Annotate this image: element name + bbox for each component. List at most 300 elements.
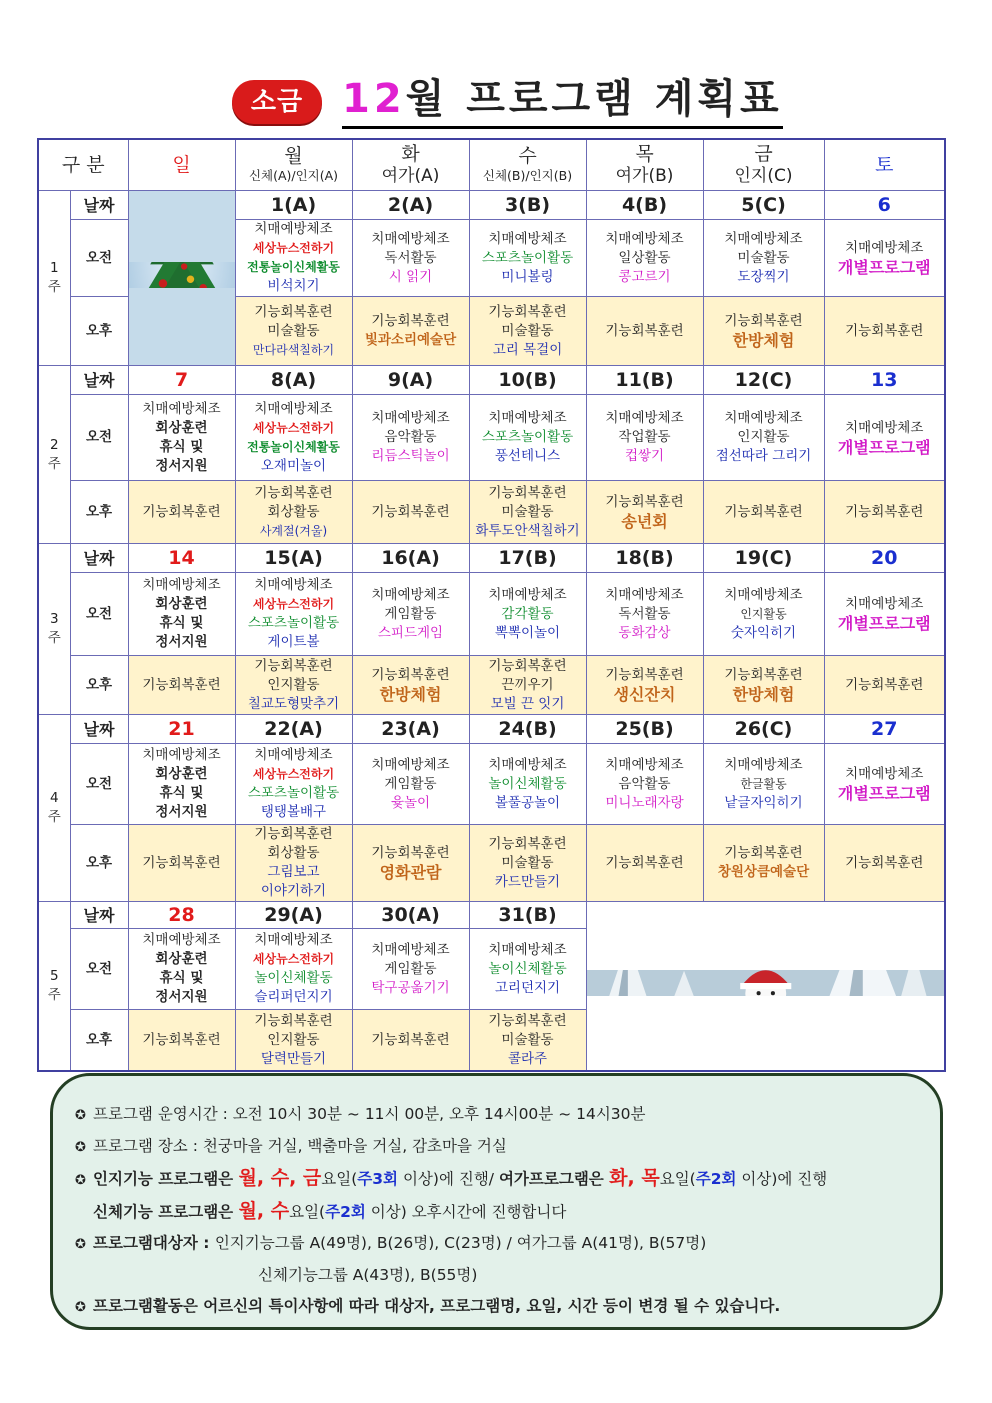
am-cell [703, 220, 824, 297]
activity-line: 전통놀이신체활동 [247, 260, 340, 274]
activity-line: 오재미놀이 [260, 457, 327, 474]
activity-line: 치매예방체조 [488, 586, 567, 603]
activity-line: 전통놀이신체활동 [247, 439, 340, 454]
activity-line: 만다라색칠하기 [252, 342, 335, 357]
am-cell [703, 573, 824, 656]
activity-line: 세상뉴스전하기 [252, 241, 335, 255]
date-cell [586, 191, 703, 220]
activity-line: 미술활동 [501, 854, 554, 871]
activity-line: 생신잔치 [613, 685, 676, 704]
activity-line: 시 읽기 [388, 268, 433, 285]
date-cell [128, 544, 235, 573]
activity-line: 치매예방체조 [488, 941, 567, 958]
am-cell [235, 395, 352, 481]
date-label: 날짜 [70, 902, 128, 929]
date-cell [586, 366, 703, 395]
activity-line: 리듬스틱놀이 [371, 448, 450, 464]
week-label [38, 902, 70, 1072]
date-value: 24(B) [498, 717, 557, 740]
activity-line: 개별프로그램 [837, 784, 931, 803]
am-cell [469, 744, 586, 825]
activity-line: 영화관람 [379, 863, 442, 882]
activity-line: 치매예방체조 [371, 230, 450, 247]
date-row [38, 366, 945, 395]
activity-line: 게임활동 [384, 960, 437, 977]
date-cell [469, 191, 586, 220]
am-label: 오전 [70, 744, 128, 825]
pm-cell [235, 1010, 352, 1072]
date-value: 20 [871, 546, 898, 569]
activity-line: 기능회복훈련 [371, 313, 450, 329]
date-value: 9(A) [387, 368, 434, 391]
activity-line: 기능회복훈련 [488, 657, 567, 674]
am-cell [586, 744, 703, 825]
note-line-targets2 [75, 1260, 918, 1291]
pm-cell [352, 297, 469, 366]
activity-line: 스포츠놀이활동 [481, 429, 574, 445]
mon-sub: 신체(A)/인지(A) [248, 168, 339, 183]
am-cell [469, 929, 586, 1010]
pm-cell [469, 1010, 586, 1072]
note-freq: 주2회 [325, 1203, 366, 1221]
am-row [38, 573, 945, 656]
activity-line: 기능회복훈련 [605, 854, 684, 871]
week-ju: 주 [47, 279, 61, 295]
date-value: 26(C) [734, 717, 793, 740]
activity-line: 그림보고 [267, 864, 320, 880]
pm-cell [824, 825, 945, 902]
pm-cell [824, 297, 945, 366]
date-cell [586, 544, 703, 573]
date-value: 4(B) [621, 193, 668, 216]
am-cell [235, 220, 352, 297]
activity-line: 기능회복훈련 [845, 503, 924, 520]
activity-line: 미니볼링 [501, 268, 554, 285]
week-number: 5 [49, 968, 59, 984]
note-text: 이상)에 진행 [736, 1170, 828, 1188]
date-value: 25(B) [615, 717, 674, 740]
tue-header [352, 139, 469, 191]
page-title [342, 74, 783, 129]
weeks-body [38, 191, 945, 1072]
pm-cell [824, 481, 945, 544]
note-line-place [75, 1131, 918, 1163]
activity-line: 사계절(겨울) [259, 523, 328, 538]
activity-line: 게임활동 [384, 605, 437, 622]
christmas-tree-image [128, 191, 235, 366]
activity-line: 도장찍기 [737, 268, 790, 285]
activity-line: 치매예방체조 [142, 577, 221, 593]
activity-line: 기능회복훈련 [845, 322, 924, 339]
note-text: 신체기능그룹 A(43명), B(55명) [258, 1266, 478, 1284]
activity-line: 기능회복훈련 [724, 845, 803, 861]
activity-line: 치매예방체조 [254, 577, 333, 593]
date-value: 17(B) [498, 546, 557, 569]
activity-line: 기능회복훈련 [142, 676, 221, 693]
activity-line: 윷놀이 [390, 794, 431, 811]
activity-line: 음악활동 [384, 429, 437, 445]
date-value: 29(A) [264, 903, 323, 926]
sun-label: 일 [172, 154, 191, 176]
activity-line: 미술활동 [267, 322, 320, 339]
activity-line: 놀이신체활동 [488, 960, 567, 977]
note-text: 프로그램활동은 어르신의 특이사항에 따라 대상자, 프로그램명, 요일, 시간 등이 변경 될 수 있습니다. [93, 1297, 781, 1315]
note-text: 이상)에 진행/ [398, 1170, 499, 1188]
date-cell [235, 544, 352, 573]
activity-line: 칠교도형맞추기 [247, 695, 340, 712]
note-days: 월, 수 [238, 1200, 290, 1222]
date-row [38, 544, 945, 573]
week-ju: 주 [47, 630, 61, 646]
date-cell [469, 715, 586, 744]
pm-cell [128, 481, 235, 544]
activity-line: 휴식 및 [159, 970, 204, 986]
activity-line: 기능회복훈련 [488, 835, 567, 852]
am-cell [703, 395, 824, 481]
activity-line: 치매예방체조 [605, 230, 684, 247]
activity-line: 탁구공옮기기 [371, 979, 450, 996]
week-number: 2 [49, 436, 59, 453]
week-label [38, 366, 70, 544]
am-row [38, 395, 945, 481]
wed-sub: 신체(B)/인지(B) [482, 168, 573, 183]
date-cell [469, 366, 586, 395]
week-label [38, 715, 70, 902]
date-cell [824, 191, 945, 220]
activity-line: 게임활동 [384, 775, 437, 792]
date-cell [235, 366, 352, 395]
activity-line: 치매예방체조 [371, 410, 450, 426]
activity-line: 미술활동 [501, 503, 554, 520]
fri-label: 금 [754, 143, 773, 165]
date-cell [703, 715, 824, 744]
date-value: 19(C) [734, 546, 793, 569]
activity-line: 개별프로그램 [837, 437, 931, 457]
activity-line: 치매예방체조 [142, 932, 221, 948]
am-cell [703, 744, 824, 825]
activity-line: 카드만들기 [494, 873, 561, 890]
am-cell [352, 573, 469, 656]
activity-line: 기능회복훈련 [142, 854, 221, 871]
am-label: 오전 [70, 220, 128, 297]
date-label: 날짜 [70, 191, 128, 220]
week-number: 1 [49, 260, 59, 276]
am-cell [469, 395, 586, 481]
pm-cell [703, 297, 824, 366]
activity-line: 기능회복훈련 [605, 322, 684, 339]
date-label: 날짜 [70, 544, 128, 573]
week-number: 4 [49, 790, 59, 806]
week-ju: 주 [47, 455, 61, 472]
activity-line: 인지활동 [740, 606, 787, 621]
activity-line: 기능회복훈련 [724, 313, 803, 329]
activity-line: 회상훈련 [155, 596, 208, 612]
pm-cell [586, 825, 703, 902]
pm-cell [703, 656, 824, 715]
activity-line: 치매예방체조 [724, 586, 803, 603]
activity-line: 휴식 및 [159, 615, 204, 631]
activity-line: 정서지원 [155, 804, 208, 820]
date-cell [352, 715, 469, 744]
activity-line: 회상훈련 [155, 419, 208, 436]
header-row [38, 139, 945, 191]
pm-cell [469, 297, 586, 366]
note-days: 화, 목 [609, 1167, 660, 1189]
date-cell [703, 191, 824, 220]
snowman-image [586, 902, 945, 1072]
tue-sub: 여가(A) [381, 166, 440, 186]
activity-line: 치매예방체조 [605, 756, 684, 773]
am-cell [469, 573, 586, 656]
activity-line: 회상훈련 [155, 766, 208, 782]
am-cell [235, 744, 352, 825]
bullet-icon: ✪ [75, 1140, 86, 1155]
activity-line: 모빌 끈 잇기 [490, 695, 565, 712]
date-cell [352, 544, 469, 573]
activity-line: 치매예방체조 [724, 230, 803, 247]
bullet-icon: ✪ [75, 1237, 86, 1252]
pm-label: 오후 [70, 656, 128, 715]
activity-line: 빛과소리예술단 [364, 332, 457, 348]
note-freq: 주3회 [357, 1170, 399, 1188]
activity-line: 치매예방체조 [371, 586, 450, 603]
activity-line: 게이트볼 [267, 634, 320, 650]
date-cell [235, 191, 352, 220]
activity-line: 기능회복훈련 [254, 657, 333, 674]
am-cell [586, 573, 703, 656]
date-row [38, 191, 945, 220]
activity-line: 숫자익히기 [730, 624, 797, 641]
pm-cell [352, 1010, 469, 1072]
activity-line: 독서활동 [384, 249, 437, 266]
date-cell [235, 715, 352, 744]
activity-line: 정서지원 [155, 989, 208, 1005]
date-cell [128, 366, 235, 395]
week-ju: 주 [47, 809, 61, 825]
pm-cell [235, 297, 352, 366]
activity-line: 이야기하기 [260, 883, 327, 899]
pm-cell [469, 656, 586, 715]
pm-cell [703, 481, 824, 544]
activity-line: 세상뉴스전하기 [252, 597, 335, 611]
activity-line: 놀이신체활동 [254, 970, 333, 986]
am-cell [824, 573, 945, 656]
sat-label: 토 [875, 154, 894, 176]
date-value: 10(B) [498, 368, 557, 391]
date-value: 23(A) [381, 717, 440, 740]
date-value: 1(A) [270, 193, 317, 216]
date-value: 3(B) [504, 193, 551, 216]
logo [232, 80, 322, 124]
pm-cell [586, 656, 703, 715]
pm-cell [352, 481, 469, 544]
week-ju: 주 [47, 987, 61, 1003]
note-hours-text: 프로그램 운영시간 : 오전 10시 30분 ~ 11시 00분, 오후 14시00분 ~ 14시30분 [93, 1105, 646, 1123]
am-row [38, 744, 945, 825]
activity-line: 치매예방체조 [488, 230, 567, 247]
activity-line: 탱탱볼배구 [260, 804, 327, 820]
pm-row [38, 825, 945, 902]
am-label: 오전 [70, 929, 128, 1010]
activity-line: 휴식 및 [159, 438, 204, 455]
note-days: 월, 수, 금 [238, 1167, 322, 1189]
am-label: 오전 [70, 573, 128, 656]
activity-line: 치매예방체조 [488, 410, 567, 426]
am-cell [586, 220, 703, 297]
activity-line: 한방체험 [732, 331, 795, 350]
date-cell [128, 902, 235, 929]
date-value: 28 [168, 903, 195, 926]
date-value: 2(A) [387, 193, 434, 216]
note-freq: 주2회 [695, 1170, 737, 1188]
am-label: 오전 [70, 395, 128, 481]
bullet-icon: ✪ [75, 1300, 86, 1315]
am-cell [235, 929, 352, 1010]
gubun-label: 구 분 [61, 154, 105, 176]
activity-line: 기능회복훈련 [254, 484, 333, 501]
am-cell [235, 573, 352, 656]
activity-line: 기능회복훈련 [845, 676, 924, 693]
activity-line: 기능회복훈련 [371, 667, 450, 683]
activity-line: 치매예방체조 [845, 240, 924, 256]
activity-line: 미니노래자랑 [605, 794, 684, 811]
activity-line: 스포츠놀이활동 [481, 249, 574, 266]
activity-line: 기능회복훈련 [488, 1012, 567, 1029]
activity-line: 기능회복훈련 [488, 303, 567, 320]
activity-line: 세상뉴스전하기 [252, 420, 335, 435]
pm-cell [586, 297, 703, 366]
activity-line: 한글활동 [740, 776, 787, 791]
activity-line: 볼풀공놀이 [494, 794, 561, 811]
date-value: 31(B) [498, 903, 557, 926]
note-text: 프로그램대상자 : [93, 1234, 215, 1252]
notes-box [50, 1073, 943, 1330]
date-value: 13 [871, 368, 898, 391]
activity-line: 달력만들기 [260, 1050, 327, 1067]
activity-line: 스피드게임 [377, 624, 444, 641]
activity-line: 작업활동 [618, 429, 671, 445]
fri-sub: 인지(C) [734, 166, 793, 186]
date-value: 6 [877, 193, 891, 216]
activity-line: 일상활동 [618, 249, 671, 266]
activity-line: 기능회복훈련 [142, 503, 221, 520]
activity-line: 치매예방체조 [254, 221, 333, 237]
pm-row [38, 656, 945, 715]
pm-cell [235, 656, 352, 715]
pm-row [38, 481, 945, 544]
am-cell [128, 573, 235, 656]
note-line-targets [75, 1228, 918, 1260]
date-value: 21 [168, 717, 195, 740]
activity-line: 기능회복훈련 [254, 1012, 333, 1029]
tue-label: 화 [401, 143, 420, 165]
activity-line: 음악활동 [618, 775, 671, 792]
pm-cell [469, 825, 586, 902]
date-cell [235, 902, 352, 929]
pm-cell [703, 825, 824, 902]
week-label [38, 544, 70, 715]
activity-line: 낱글자익히기 [724, 794, 803, 811]
date-label: 날짜 [70, 366, 128, 395]
pm-cell [128, 825, 235, 902]
bullet-icon: ✪ [75, 1173, 86, 1188]
wed-header [469, 139, 586, 191]
note-text: 인지기능그룹 A(49명), B(26명), C(23명) / 여가그룹 A(41명), B(57명) [214, 1234, 707, 1252]
activity-line: 기능회복훈련 [724, 503, 803, 520]
activity-line: 치매예방체조 [254, 400, 333, 417]
note-text: 여가프로그램은 [498, 1170, 610, 1188]
activity-line: 놀이신체활동 [488, 775, 567, 792]
activity-line: 기능회복훈련 [371, 503, 450, 520]
week-number: 3 [49, 611, 59, 627]
am-cell [824, 744, 945, 825]
activity-line: 치매예방체조 [724, 410, 803, 426]
activity-line: 세상뉴스전하기 [252, 767, 335, 781]
activity-line: 창원상큼예술단 [717, 864, 810, 880]
date-value: 27 [871, 717, 898, 740]
note-line-schedule [75, 1163, 918, 1196]
activity-line: 기능회복훈련 [371, 845, 450, 861]
activity-line: 화투도안색칠하기 [475, 522, 580, 539]
activity-line: 고리 목걸이 [492, 341, 563, 358]
pm-cell [352, 656, 469, 715]
date-value: 7 [174, 368, 189, 391]
thu-header [586, 139, 703, 191]
bullet-icon: ✪ [75, 1108, 86, 1123]
activity-line: 인지활동 [267, 676, 320, 693]
am-cell [352, 395, 469, 481]
note-text: 신체기능 프로그램은 [93, 1203, 239, 1221]
date-cell [703, 544, 824, 573]
activity-line: 회상활동 [267, 845, 320, 861]
date-value: 8(A) [270, 368, 317, 391]
date-cell [469, 902, 586, 929]
activity-line: 치매예방체조 [142, 747, 221, 763]
activity-line: 인지활동 [267, 1031, 320, 1048]
date-row [38, 902, 945, 929]
activity-line: 슬리퍼던지기 [254, 989, 333, 1005]
activity-line: 치매예방체조 [488, 756, 567, 773]
activity-line: 정서지원 [155, 457, 208, 474]
activity-line: 풍선테니스 [494, 448, 561, 464]
activity-line: 송년회 [621, 512, 668, 531]
activity-line: 치매예방체조 [845, 419, 924, 436]
date-cell [352, 366, 469, 395]
note-line-physical [75, 1196, 918, 1228]
sun-header [128, 139, 235, 191]
activity-line: 인지활동 [737, 429, 790, 445]
activity-line: 콜라주 [507, 1050, 548, 1067]
date-cell [824, 544, 945, 573]
activity-line: 치매예방체조 [605, 586, 684, 603]
activity-line: 끈끼우기 [501, 676, 554, 693]
activity-line: 동화감상 [618, 624, 671, 641]
activity-line: 개별프로그램 [837, 614, 931, 633]
activity-line: 회상활동 [267, 503, 320, 520]
date-cell [586, 715, 703, 744]
pm-cell [235, 481, 352, 544]
pm-label: 오후 [70, 481, 128, 544]
fri-header [703, 139, 824, 191]
gubun-header [38, 139, 128, 191]
am-cell [352, 744, 469, 825]
activity-line: 감각활동 [501, 605, 554, 622]
activity-line: 콩고르기 [618, 268, 671, 285]
activity-line: 비석치기 [267, 278, 320, 294]
activity-line: 기능회복훈련 [724, 667, 803, 683]
activity-line: 기능회복훈련 [488, 484, 567, 501]
pm-cell [824, 656, 945, 715]
